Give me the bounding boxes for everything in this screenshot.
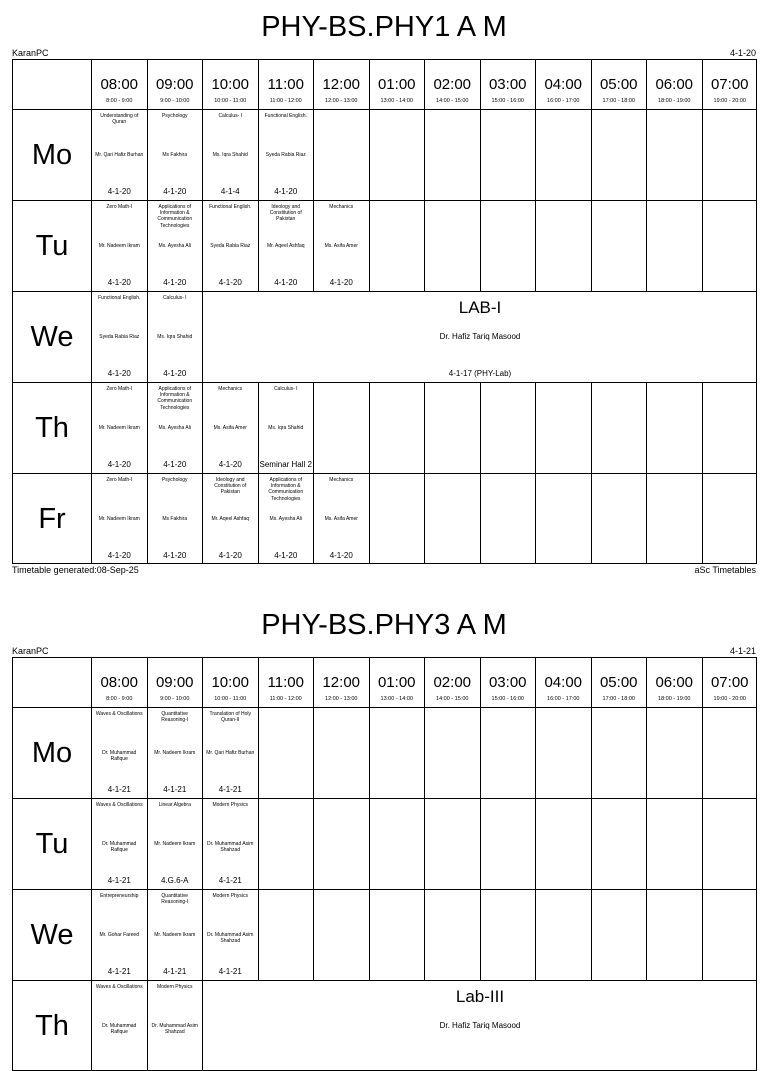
time-header [703,658,758,708]
lesson-room: 4-1-21 [163,785,187,794]
time-header [148,658,204,708]
lesson-subject: Zero Math-I [106,204,133,210]
timetable-cell [314,383,370,474]
timetable-cell [592,383,648,474]
lesson-teacher: Ms. Asifa Amer [324,516,358,522]
time-label: 04:00 [544,674,583,691]
lesson-room: 4-1-20 [329,551,353,560]
time-label: 02:00 [433,76,472,93]
corner-cell [13,658,92,708]
lesson-subject: Calculus- I [273,386,298,392]
lesson-room: 4-1-20 [218,278,242,287]
lesson-teacher: Mr. Nadeem Ikram [98,516,140,522]
lesson-room: 4-1-20 [218,551,242,560]
lesson-subject: Calculus- I [218,113,243,119]
timetable-cell [425,799,481,890]
lesson-subject: Psychology [161,477,188,483]
lesson-cell [203,474,259,564]
time-label: 03:00 [488,76,527,93]
lesson-cell [92,292,148,383]
timetable-grid [12,657,757,1071]
timetable-grid [12,59,757,564]
lesson-room: 4-1-20 [163,187,187,196]
lesson-teacher: Syeda Rabia Riaz [210,243,251,249]
lesson-room: 4-1-21 [107,876,131,885]
time-range: 10:00 - 11:00 [214,696,247,702]
time-label: 03:00 [488,674,527,691]
time-label: 11:00 [267,76,304,93]
time-header [92,60,148,110]
time-range: 13:00 - 14:00 [380,696,413,702]
time-label: 02:00 [433,674,472,691]
lesson-cell [314,474,370,564]
timetable-cell [703,474,758,564]
time-label: 07:00 [710,76,749,93]
lesson-cell [92,474,148,564]
lesson-teacher: Mr. Aqeel Ashfaq [266,243,305,249]
lesson-teacher: Mr. Nadeem Ikram [98,243,140,249]
lesson-subject: Calculus- I [162,295,187,301]
header-right-room: 4-1-21 [729,646,756,656]
lesson-teacher: Ms Fakhira [162,152,188,158]
lesson-cell [92,799,148,890]
timetable-cell [481,383,537,474]
lab-teacher: Dr. Hafiz Tariq Masood [439,1021,521,1030]
time-header [259,60,315,110]
time-label: 04:00 [544,76,583,93]
lesson-teacher: Ms Fakhira [162,516,188,522]
time-header [425,658,481,708]
lesson-room: 4-1-20 [107,460,131,469]
time-header [592,658,648,708]
lesson-teacher: Syeda Rabia Riaz [99,334,140,340]
time-label: 05:00 [599,674,638,691]
time-range: 12:00 - 13:00 [325,98,358,104]
time-header [259,658,315,708]
time-header [370,60,426,110]
time-header [203,658,259,708]
lesson-teacher: Mr. Nadeem Ikram [154,841,196,847]
timetable-cell [259,799,315,890]
lesson-teacher: Dr. Muhammad Rafique [102,1023,137,1035]
lesson-subject: Mechanics [329,477,354,483]
lesson-teacher: Ms. Iqra Shahid [157,334,193,340]
lesson-teacher: Dr. Muhammad Rafique [102,750,137,762]
time-range: 18:00 - 19:00 [658,696,691,702]
lesson-teacher: Mr. Nadeem Ikram [154,932,196,938]
lesson-subject: Modern Physics [212,893,249,899]
lesson-cell [259,474,315,564]
lesson-room: 4-1-20 [274,278,298,287]
timetable-cell [703,383,758,474]
lesson-subject: Applications of Information & Communication Technologies [268,477,304,502]
time-range: 14:00 - 15:00 [436,696,469,702]
time-label: 12:00 [322,76,361,93]
lesson-subject: Ideology and Constitution of Pakistan [269,204,302,223]
header-left-label: KaranPC [12,646,49,656]
lesson-teacher: Ms. Iqra Shahid [268,425,304,431]
lab-teacher: Dr. Hafiz Tariq Masood [439,332,521,341]
lesson-cell [203,799,259,890]
time-label: 05:00 [599,76,638,93]
lab-name: Lab-III [455,987,505,1006]
lesson-room: 4.G.6-A [160,876,189,885]
lesson-cell [314,201,370,292]
timetable-cell [370,890,426,981]
timetable-cell [592,799,648,890]
footer-software: aSc Timetables [694,565,756,575]
lesson-room: 4-1-20 [163,369,187,378]
timetable-cell [703,890,758,981]
time-range: 15:00 - 16:00 [491,696,524,702]
lesson-room: 4-1-21 [218,967,242,976]
lesson-cell [92,201,148,292]
lesson-subject: Mechanics [329,204,354,210]
footer-generated: Timetable generated:08-Sep-25 [12,565,139,575]
lesson-room: 4-1-20 [274,551,298,560]
lesson-subject: Functional English. [209,204,252,210]
corner-cell [13,60,92,110]
lesson-room: 4-1-21 [218,876,242,885]
timetable-cell [314,799,370,890]
lesson-subject: Entrepreneurship [100,893,139,899]
timetable-cell [703,201,758,292]
lab-name: LAB-I [458,298,502,317]
timetable-cell [259,890,315,981]
timetable-cell [425,708,481,799]
lesson-cell [148,474,204,564]
time-header [425,60,481,110]
lesson-room: 4-1-20 [329,278,353,287]
timetable-title: PHY-BS.PHY1 A M [261,11,507,43]
timetable-cell [647,110,703,201]
lesson-room: 4-1-20 [163,551,187,560]
timetable-cell [481,799,537,890]
timetable-phy3 [0,598,768,1042]
lesson-subject: Waves & Oscillations [95,711,143,717]
timetable-cell [536,474,592,564]
timetable-cell [592,201,648,292]
lesson-room: 4-1-20 [163,278,187,287]
header-left-label: KaranPC [12,48,49,58]
lesson-cell [148,201,204,292]
time-label: 12:00 [322,674,361,691]
lesson-teacher: Mr. Qari Hafiz Burhan [206,750,255,756]
timetable-cell [370,383,426,474]
timetable-cell [536,201,592,292]
day-label-fr: Fr [13,474,92,564]
timetable-cell [481,890,537,981]
lesson-room: 4-1-4 [220,187,240,196]
time-range: 19:00 - 20:00 [713,696,746,702]
timetable-cell [703,799,758,890]
lesson-room: 4-1-21 [163,967,187,976]
timetable-cell [647,890,703,981]
day-label-th: Th [13,981,92,1071]
lesson-teacher: Ms. Iqra Shahid [212,152,248,158]
timetable-cell [370,799,426,890]
lesson-teacher: Dr. Muhammad Asim Shahzad [207,841,254,853]
timetable-cell [536,110,592,201]
day-label-tu: Tu [13,201,92,292]
time-label: 01:00 [377,76,416,93]
lesson-teacher: Mr. Nadeem Ikram [154,750,196,756]
lesson-room: 4-1-20 [163,460,187,469]
lesson-subject: Translation of Holy Quran-II [209,711,251,724]
timetable-cell [647,474,703,564]
time-range: 18:00 - 19:00 [658,98,691,104]
lesson-subject: Linear Algebra [158,802,191,808]
time-range: 11:00 - 12:00 [269,696,302,702]
time-range: 9:00 - 10:00 [160,98,190,104]
timetable-cell [703,708,758,799]
time-header [536,60,592,110]
timetable-cell [425,890,481,981]
timetable-cell [314,890,370,981]
time-header [203,60,259,110]
lesson-teacher: Ms. Ayesha Ali [269,516,302,522]
time-header [148,60,204,110]
lesson-room: 4-1-20 [218,460,242,469]
timetable-cell [647,799,703,890]
timetable-cell [536,708,592,799]
time-range: 13:00 - 14:00 [380,98,413,104]
lesson-subject: Ideology and Constitution of Pakistan [214,477,247,496]
time-label: 01:00 [377,674,416,691]
lesson-teacher: Dr. Muhammad Asim Shahzad [151,1023,198,1035]
timetable-cell [425,201,481,292]
time-label: 11:00 [267,674,304,691]
lesson-teacher: Ms. Ayesha Ali [158,243,191,249]
lesson-cell [203,201,259,292]
timetable-cell [425,110,481,201]
time-header [647,60,703,110]
lesson-subject: Psychology [161,113,188,119]
lesson-subject: Modern Physics [156,984,193,990]
time-range: 19:00 - 20:00 [713,98,746,104]
timetable-cell [425,474,481,564]
timetable-cell [370,474,426,564]
lesson-subject: Understanding of Quran [100,113,139,126]
timetable-cell [592,474,648,564]
time-label: 10:00 [211,674,250,691]
timetable-cell [259,708,315,799]
timetable-cell [592,708,648,799]
time-range: 10:00 - 11:00 [214,98,247,104]
lesson-cell [92,383,148,474]
timetable-cell [536,799,592,890]
timetable-cell [370,708,426,799]
lesson-room: 4-1-20 [107,369,131,378]
time-header [314,60,370,110]
lesson-teacher: Ms. Asifa Amer [324,243,358,249]
lesson-cell [148,981,204,1071]
lesson-cell [148,292,204,383]
time-range: 16:00 - 17:00 [547,98,580,104]
time-label: 09:00 [155,674,194,691]
lesson-cell [203,383,259,474]
timetable-cell [425,383,481,474]
time-label: 08:00 [100,674,139,691]
lesson-teacher: Ms. Asifa Amer [213,425,247,431]
time-header [92,658,148,708]
timetable-cell [647,201,703,292]
lesson-subject: Quantitative Reasoning-I [161,893,189,906]
lesson-teacher: Dr. Muhammad Asim Shahzad [207,932,254,944]
timetable-title: PHY-BS.PHY3 A M [261,609,507,641]
lesson-room: 4-1-21 [218,785,242,794]
timetable-cell [647,708,703,799]
lesson-room: Seminar Hall 2 [259,460,312,469]
time-header [536,658,592,708]
lesson-cell [92,110,148,201]
lesson-room: 4-1-20 [107,278,131,287]
day-label-th: Th [13,383,92,474]
lesson-cell [148,383,204,474]
timetable-cell [370,110,426,201]
day-label-we: We [13,292,92,383]
lesson-subject: Functional English. [264,113,307,119]
time-label: 09:00 [155,76,194,93]
lesson-cell [259,110,315,201]
lesson-teacher: Dr. Muhammad Rafique [102,841,137,853]
time-range: 8:00 - 9:00 [106,696,133,702]
time-range: 9:00 - 10:00 [160,696,190,702]
lesson-subject: Functional English. [98,295,141,301]
time-label: 08:00 [100,76,139,93]
lab-block [203,292,757,383]
time-header [370,658,426,708]
lesson-room: 4-1-20 [107,187,131,196]
lesson-subject: Applications of Information & Communication Technologies [157,204,193,229]
time-header [703,60,758,110]
lab-room: 4-1-17 (PHY-Lab) [448,369,512,378]
lesson-cell [148,890,204,981]
lesson-subject: Modern Physics [212,802,249,808]
timetable-cell [592,890,648,981]
timetable-cell [592,110,648,201]
lesson-subject: Waves & Oscillations [95,984,143,990]
lesson-subject: Zero Math-I [106,477,133,483]
time-header [481,658,537,708]
day-label-mo: Mo [13,110,92,201]
time-header [314,658,370,708]
lesson-cell [92,981,148,1071]
lesson-teacher: Ms. Ayesha Ali [158,425,191,431]
time-range: 15:00 - 16:00 [491,98,524,104]
day-label-tu: Tu [13,799,92,890]
day-label-mo: Mo [13,708,92,799]
lesson-teacher: Mr. Aqeel Ashfaq [211,516,250,522]
timetable-cell [314,110,370,201]
timetable-cell [536,890,592,981]
lesson-teacher: Mr. Nadeem Ikram [98,425,140,431]
lesson-subject: Waves & Oscillations [95,802,143,808]
time-range: 17:00 - 18:00 [602,696,635,702]
lesson-cell [259,383,315,474]
timetable-cell [536,383,592,474]
lesson-cell [203,110,259,201]
day-label-we: We [13,890,92,981]
time-header [647,658,703,708]
timetable-cell [481,110,537,201]
lesson-cell [148,110,204,201]
lesson-cell [203,708,259,799]
lesson-subject: Mechanics [218,386,243,392]
time-label: 06:00 [655,76,694,93]
lesson-subject: Quantitative Reasoning-I [161,711,189,724]
time-label: 06:00 [655,674,694,691]
time-range: 17:00 - 18:00 [602,98,635,104]
time-range: 12:00 - 13:00 [325,696,358,702]
timetable-cell [370,201,426,292]
lesson-room: 4-1-21 [107,967,131,976]
timetable-cell [481,474,537,564]
lesson-room: 4-1-20 [274,187,298,196]
lab-block [203,981,757,1071]
lesson-cell [92,890,148,981]
time-label: 10:00 [211,76,250,93]
lesson-teacher: Mr. Gohar Fareed [99,932,139,938]
lesson-subject: Applications of Information & Communication Technologies [157,386,193,411]
lesson-cell [148,708,204,799]
time-label: 07:00 [710,674,749,691]
timetable-cell [481,201,537,292]
time-header [481,60,537,110]
time-range: 11:00 - 12:00 [269,98,302,104]
time-range: 8:00 - 9:00 [106,98,133,104]
lesson-cell [259,201,315,292]
lesson-cell [92,708,148,799]
timetable-cell [647,383,703,474]
time-range: 14:00 - 15:00 [436,98,469,104]
lesson-cell [203,890,259,981]
time-header [592,60,648,110]
lesson-room: 4-1-21 [107,785,131,794]
time-range: 16:00 - 17:00 [547,696,580,702]
lesson-teacher: Syeda Rabia Riaz [265,152,306,158]
lesson-cell [148,799,204,890]
timetable-cell [703,110,758,201]
lesson-teacher: Mr. Qari Hafiz Burhan [95,152,144,158]
timetable-cell [314,708,370,799]
lesson-room: 4-1-20 [107,551,131,560]
header-right-room: 4-1-20 [729,48,756,58]
timetable-cell [481,708,537,799]
lesson-subject: Zero Math-I [106,386,133,392]
